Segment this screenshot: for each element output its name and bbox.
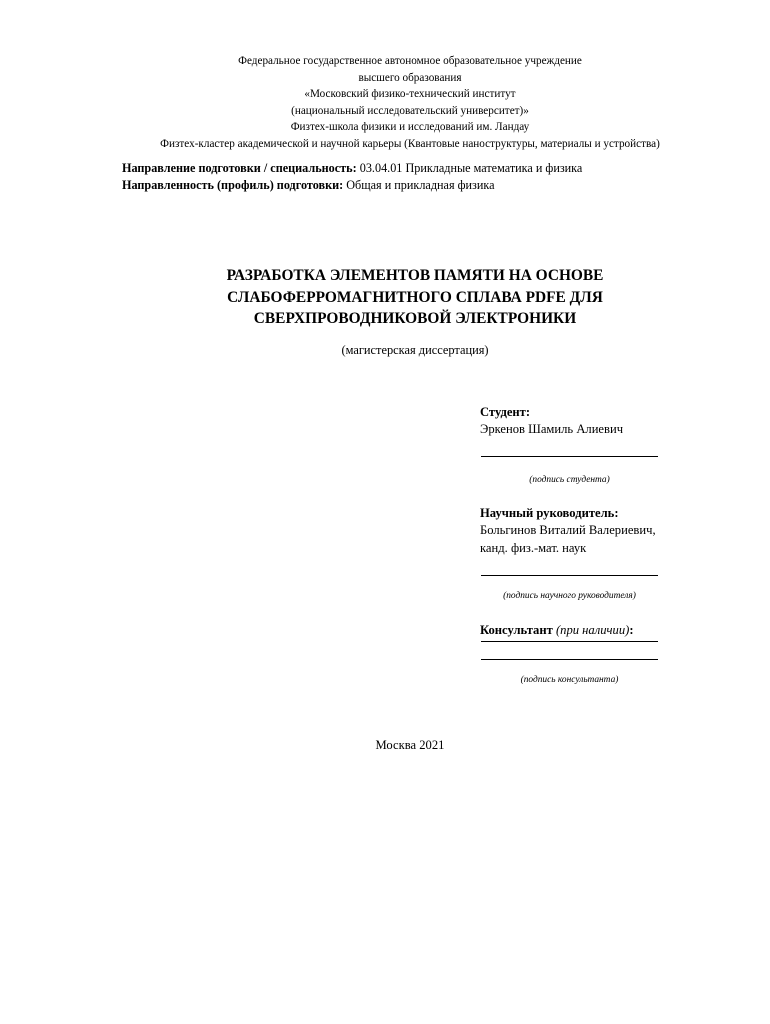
consultant-line-1	[481, 641, 658, 642]
student-signature-caption: (подпись студента)	[529, 475, 610, 485]
thesis-type: (магистерская диссертация)	[341, 343, 489, 357]
student-name: Эркенов Шамиль Алиевич	[480, 422, 624, 437]
consultant-line-2	[481, 659, 658, 660]
header-line: «Московский физико-технический институт	[304, 88, 516, 101]
header-line: Физтех-школа физики и исследований им. Ландау	[290, 121, 530, 134]
specialty-value: 03.04.01 Прикладные математика и физика	[359, 161, 583, 175]
profile-value: Общая и прикладная физика	[346, 178, 495, 192]
thesis-title	[0, 265, 770, 330]
supervisor-degree: канд. физ.-мат. наук	[480, 540, 587, 555]
supervisor-block	[480, 505, 656, 557]
specialty-row	[122, 160, 582, 177]
city-year: Москва 2021	[375, 738, 445, 752]
header-line: высшего образования	[358, 71, 462, 84]
profile-row	[122, 177, 582, 194]
consultant-note: (при наличии)	[555, 623, 630, 637]
institution-header	[0, 53, 770, 153]
consultant-signature-caption: (подпись консультанта)	[520, 675, 619, 685]
supervisor-name: Больгинов Виталий Валериевич,	[480, 523, 656, 538]
profile-label: Направленность (профиль) подготовки:	[122, 178, 344, 192]
title-line: СЛАБОФЕРРОМАГНИТНОГО СПЛАВА PDFE ДЛЯ	[227, 288, 603, 306]
supervisor-signature-line	[481, 575, 658, 576]
title-line: РАЗРАБОТКА ЭЛЕМЕНТОВ ПАМЯТИ НА ОСНОВЕ	[226, 267, 604, 284]
supervisor-label: Научный руководитель:	[480, 506, 619, 520]
header-line: Федеральное государственное автономное образовательное учреждение	[238, 55, 582, 67]
header-line: (национальный исследовательский университет)»	[291, 104, 529, 117]
consultant-block	[480, 622, 634, 639]
study-direction	[122, 160, 582, 194]
specialty-label: Направление подготовки / специальность:	[122, 161, 357, 175]
supervisor-signature-caption: (подпись научного руководителя)	[503, 591, 636, 601]
title-line: СВЕРХПРОВОДНИКОВОЙ ЭЛЕКТРОНИКИ	[253, 310, 577, 327]
header-line: Физтех-кластер академической и научной карьеры (Квантовые наноструктуры, материалы и устройства)	[160, 137, 660, 150]
student-block	[480, 404, 623, 439]
student-label: Студент:	[480, 405, 531, 419]
student-signature-line	[481, 456, 658, 457]
consultant-label: Консультант	[480, 623, 553, 637]
consultant-colon: :	[629, 623, 634, 637]
